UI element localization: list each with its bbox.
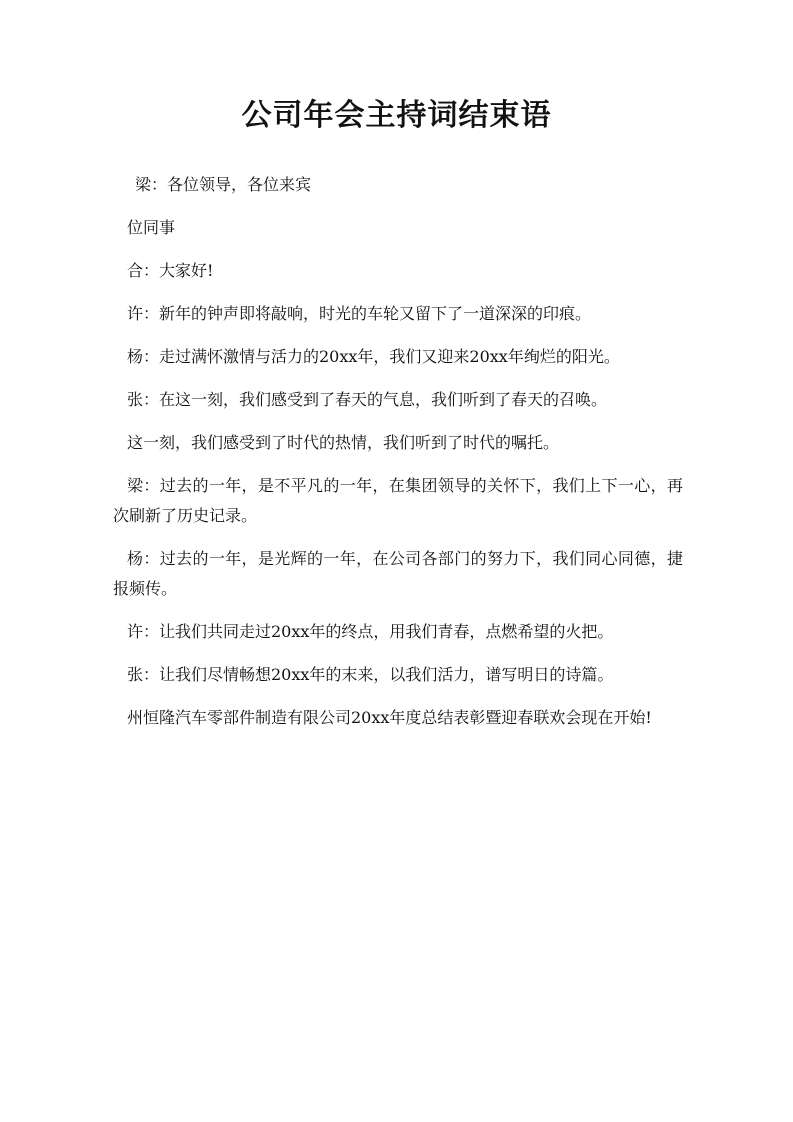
paragraph-8: 梁：过去的一年，是不平凡的一年，在集团领导的关怀下，我们上下一心，再次刷新了历史记录。 <box>113 476 683 525</box>
paragraph-10: 许：让我们共同走过20xx年的终点，用我们青春，点燃希望的火把。 <box>127 622 614 641</box>
paragraph-4: 许：新年的钟声即将敲响，时光的车轮又留下了一道深深的印痕。 <box>127 304 592 323</box>
document-title: 公司年会主持词结束语 <box>241 98 552 133</box>
paragraph-11: 张：让我们尽情畅想20xx年的末来，以我们活力，谱写明日的诗篇。 <box>127 665 614 684</box>
paragraph-6: 张：在这一刻，我们感受到了春天的气息，我们听到了春天的召唤。 <box>127 390 608 409</box>
paragraph-3: 合：大家好! <box>127 261 214 280</box>
document-body <box>113 170 683 746</box>
paragraph-2: 位同事 <box>127 218 176 237</box>
paragraph-7: 这一刻，我们感受到了时代的热情，我们听到了时代的嘱托。 <box>127 433 560 452</box>
paragraph-9: 杨：过去的一年，是光辉的一年，在公司各部门的努力下，我们同心同德，捷报频传。 <box>113 549 683 598</box>
paragraph-1: 梁：各位领导，各位来宾 <box>135 175 312 194</box>
paragraph-5: 杨：走过满怀激情与活力的20xx年，我们又迎来20xx年绚烂的阳光。 <box>127 347 620 366</box>
paragraph-12: 州恒隆汽车零部件制造有限公司20xx年度总结表彰暨迎春联欢会现在开始! <box>127 708 652 727</box>
